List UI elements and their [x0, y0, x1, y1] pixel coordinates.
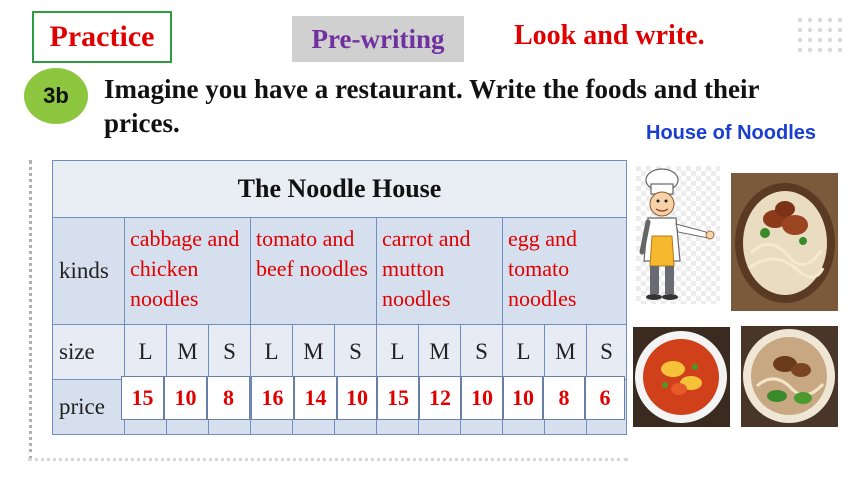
kind-cell: egg and tomato noodles [503, 218, 627, 325]
size-cell: S [209, 325, 251, 380]
practice-label: Practice [32, 11, 172, 63]
price-answer-box[interactable]: 10 [337, 376, 377, 420]
price-answer-box[interactable]: 10 [164, 376, 207, 420]
chef-illustration [636, 166, 720, 304]
tomato-egg-noodle-bowl-photo [633, 327, 730, 427]
price-answer-box[interactable]: 15 [121, 376, 164, 420]
price-answer-box[interactable]: 14 [294, 376, 337, 420]
beef-noodle-bowl-photo [731, 173, 838, 311]
price-answer-box[interactable]: 10 [461, 376, 503, 420]
left-dotted-guide [29, 160, 36, 460]
price-answer-box[interactable]: 16 [251, 376, 294, 420]
size-cell: M [293, 325, 335, 380]
look-and-write-label: Look and write. [514, 20, 705, 51]
exercise-instruction: Imagine you have a restaurant. Write the foods and their prices. [104, 74, 760, 138]
mushroom-noodle-bowl-photo [741, 326, 838, 427]
bottom-dotted-guide [28, 458, 628, 463]
size-row-label: size [53, 325, 125, 380]
size-cell: L [503, 325, 545, 380]
dot-grid-decoration [796, 16, 846, 58]
size-cell: L [125, 325, 167, 380]
size-cell: S [335, 325, 377, 380]
exercise-badge: 3b [24, 68, 88, 124]
price-answer-box[interactable]: 6 [585, 376, 625, 420]
kinds-row-label: kinds [53, 218, 125, 325]
price-answer-box[interactable]: 8 [543, 376, 585, 420]
price-answer-box[interactable]: 15 [377, 376, 419, 420]
size-cell: S [461, 325, 503, 380]
price-answer-box[interactable]: 12 [419, 376, 461, 420]
size-cell: L [251, 325, 293, 380]
size-cell: M [419, 325, 461, 380]
price-row-label: price [53, 380, 125, 435]
prewriting-label: Pre-writing [292, 16, 464, 62]
size-cell: M [167, 325, 209, 380]
price-answer-box[interactable]: 8 [207, 376, 250, 420]
kind-cell: carrot and mutton noodles [377, 218, 503, 325]
table-title: The Noodle House [53, 161, 627, 218]
price-answer-box[interactable]: 10 [503, 376, 543, 420]
kind-cell: cabbage and chicken noodles [125, 218, 251, 325]
house-of-noodles-caption: House of Noodles [646, 122, 817, 144]
size-cell: S [587, 325, 627, 380]
size-cell: M [545, 325, 587, 380]
size-cell: L [377, 325, 419, 380]
kind-cell: tomato and beef noodles [251, 218, 377, 325]
